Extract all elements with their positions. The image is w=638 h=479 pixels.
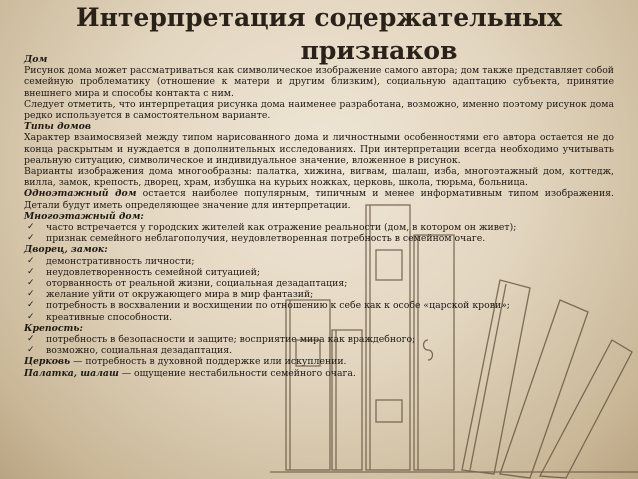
list-item: ✓ неудовлетворенность семейной ситуацией; — [27, 266, 261, 278]
checkmark-icon: ✓ — [27, 233, 35, 244]
page-title-line2: признаков — [300, 36, 458, 65]
list-palace — [24, 256, 614, 323]
church-line — [24, 356, 614, 367]
checkmark-icon: ✓ — [27, 222, 35, 233]
page-title-line1: Интерпретация содержательных — [76, 3, 562, 32]
list-item: ✓ демонстративность личности; — [27, 255, 195, 267]
tent-text: — ощущение нестабильности семейного очага. — [118, 367, 356, 379]
heading-fortress: Крепость: — [24, 322, 83, 334]
paragraph-5 — [24, 188, 614, 210]
checkmark-icon: ✓ — [27, 255, 35, 266]
one-storey-house-term: Одноэтажный дом — [24, 188, 137, 200]
heading-multistorey: Многоэтажный дом: — [24, 210, 144, 222]
list-item: ✓ возможно, социальная дезадаптация. — [27, 345, 233, 357]
list-item: ✓ признак семейного неблагополучия, неудовлетворенная потребность в семейном очаге. — [27, 233, 486, 245]
list-item: ✓ потребность в восхвалении и восхищении по отношению к себе как к особе «царской крови»; — [27, 300, 510, 312]
tent-line — [24, 368, 614, 379]
list-item: ✓ креативные способности. — [27, 311, 173, 323]
paragraph-2: Следует отметить, что интерпретация рисунка дома наименее разработана, возможно, именно поэтому рисунок дома редко используется в самостоятельном варианте. — [24, 98, 614, 122]
checkmark-icon: ✓ — [27, 289, 35, 300]
list-fortress — [24, 334, 614, 356]
checkmark-icon: ✓ — [27, 300, 35, 311]
checkmark-icon: ✓ — [27, 345, 35, 356]
section-label-dom: Дом — [24, 54, 48, 65]
checkmark-icon: ✓ — [27, 278, 35, 289]
checkmark-icon: ✓ — [27, 266, 35, 277]
paragraph-1: Рисунок дома может рассматриваться как символическое изображение самого автора; дом также представляет собой семейную проблематику (отношение к матери и другим близким), социальную адаптацию субъекта, принятие внешнего мира и способы контакта с ним. — [24, 65, 614, 99]
checkmark-icon: ✓ — [27, 334, 35, 345]
list-item: ✓ потребность в безопасности и защите; восприятие мира как враждебного; — [27, 334, 416, 346]
church-term: Церковь — [24, 356, 71, 368]
checkmark-icon: ✓ — [27, 311, 35, 322]
one-storey-house-text: остается наиболее популярным, типичным и менее информативным типом изображения. Детали будут иметь определяющее значение для интерпретации. — [24, 188, 614, 211]
list-item: ✓ оторванность от реальной жизни, социальная дезадаптация; — [27, 278, 348, 290]
church-text: — потребность в духовной поддержке или искуплении. — [70, 356, 347, 368]
document-body — [24, 54, 614, 379]
heading-house-types: Типы домов — [24, 121, 91, 133]
paragraph-3: Характер взаимосвязей между типом нарисованного дома и личностными особенностями его автора остается не до конца раскрытым и нуждается в дополнительных исследованиях. При интерпретации всегда необходимо учитывать реальную ситуацию, символическое и индивидуальное значение, вложенное в рисунок. — [24, 132, 614, 166]
list-item: ✓ часто встречается у городских жителей как отражение реальности (дом, в котором он живет); — [27, 222, 517, 234]
list-multistorey — [24, 222, 614, 244]
list-item: ✓ желание уйти от окружающего мира в мир фантазий; — [27, 289, 314, 301]
heading-palace: Дворец, замок: — [24, 244, 108, 256]
paragraph-4: Варианты изображения дома многообразны: палатка, хижина, вигвам, шалаш, изба, многоэтажный дом, коттедж, вилла, замок, крепость, дворец, храм, избушка на курьих ножках, церковь, школа, тюрьма, больница. — [24, 166, 614, 189]
tent-term: Палатка, шалаш — [24, 367, 119, 379]
